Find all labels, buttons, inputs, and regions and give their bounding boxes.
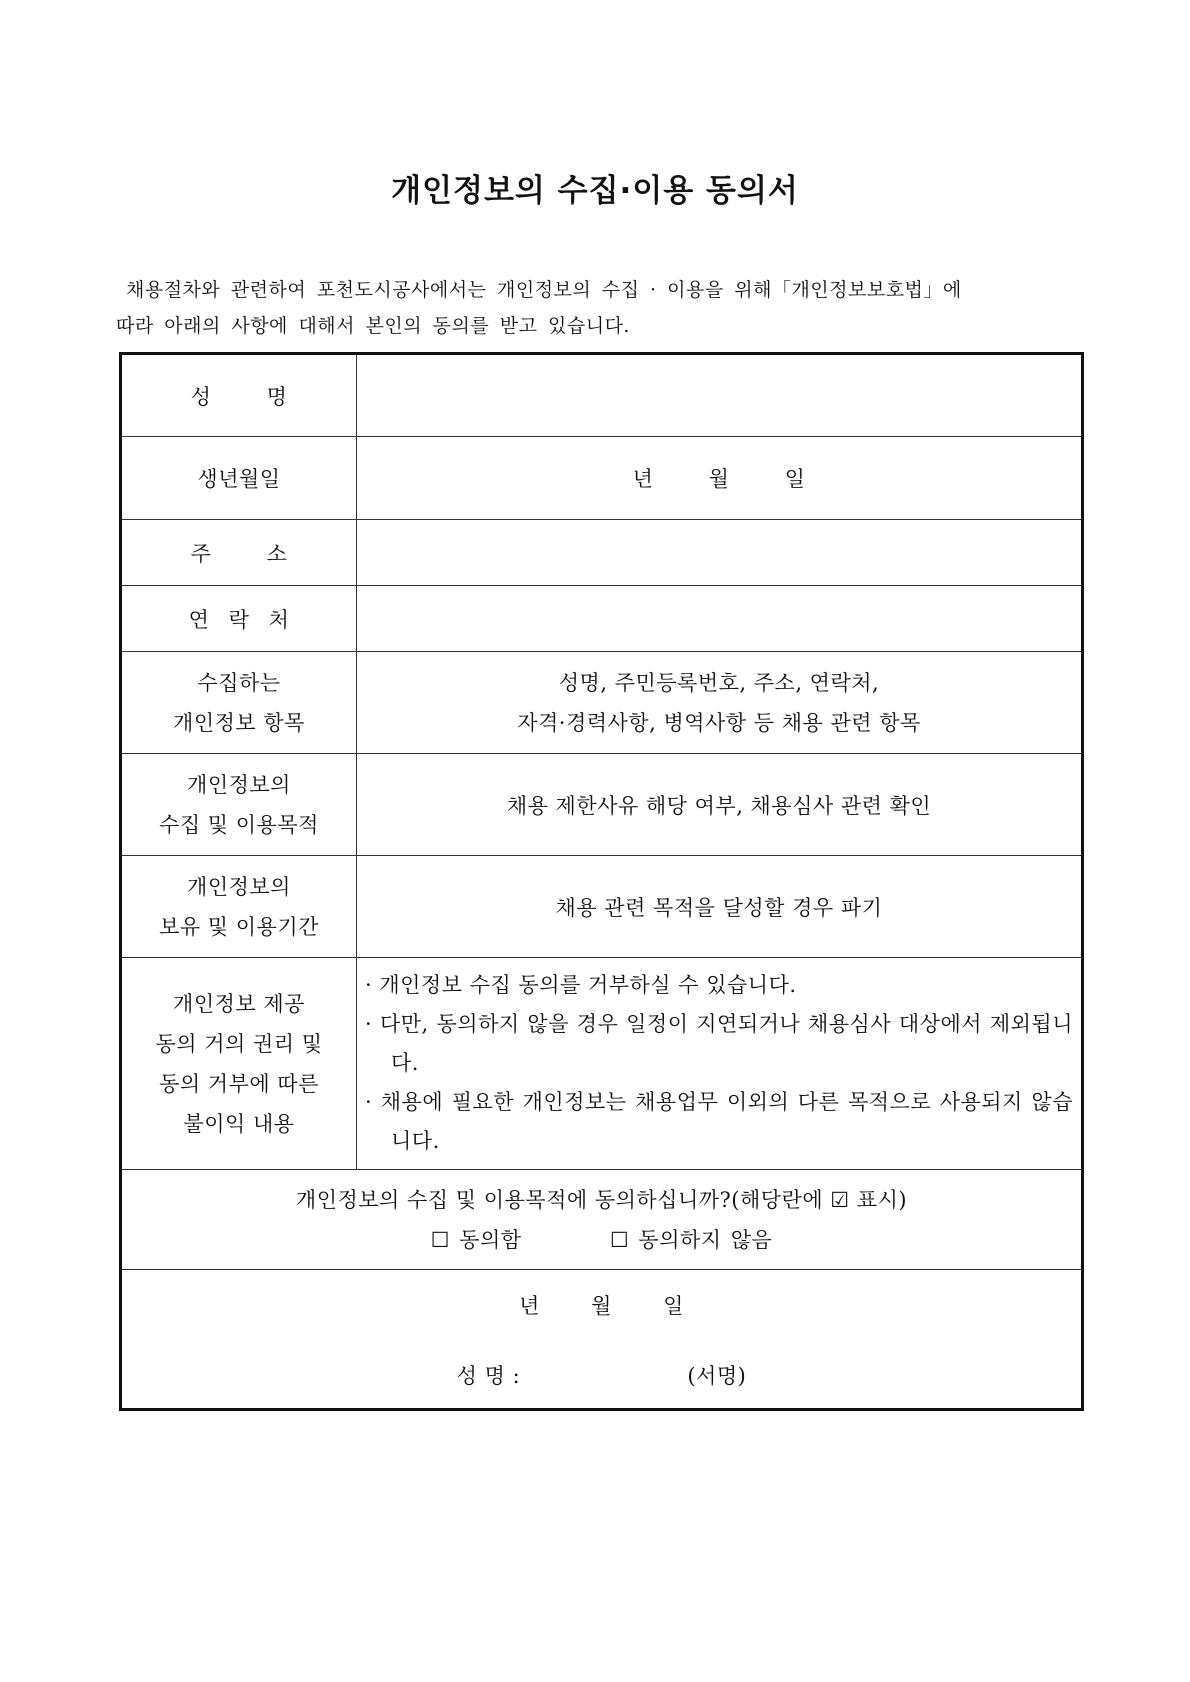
row-birth: [121, 437, 1083, 520]
row-rights: [121, 958, 1083, 1170]
label-contact: 연 락 처: [121, 586, 357, 652]
field-name[interactable]: [357, 354, 1083, 437]
signature-name-label: 성 명 :: [456, 1364, 521, 1388]
row-address: [121, 520, 1083, 586]
row-purpose: [121, 754, 1083, 856]
value-collected-items: 성명, 주민등록번호, 주소, 연락처, 자격·경력사항, 병역사항 등 채용 관련 항목: [357, 652, 1083, 754]
label-purpose: 개인정보의 수집 및 이용목적: [121, 754, 357, 856]
field-contact[interactable]: [357, 586, 1083, 652]
row-contact: [121, 586, 1083, 652]
label-rights: 개인정보 제공 동의 거의 권리 및 동의 거부에 따른 불이익 내용: [121, 958, 357, 1170]
label-address: 주 소: [121, 520, 357, 586]
page-title: 개인정보의 수집·이용 동의서: [391, 173, 799, 209]
row-retention: [121, 856, 1083, 958]
label-birth: 생년월일: [121, 437, 357, 520]
signature-line: [122, 1360, 1081, 1390]
agree-label: 동의함: [459, 1227, 522, 1252]
field-birth[interactable]: 년 월 일: [357, 437, 1083, 520]
field-address[interactable]: [357, 520, 1083, 586]
row-collected-items: [121, 652, 1083, 754]
row-signature: [121, 1270, 1083, 1410]
label-name: 성 명: [121, 354, 357, 437]
signature-sign-note[interactable]: (서명): [687, 1364, 747, 1388]
rights-item-3: · 채용에 필요한 개인정보는 채용업무 이외의 다른 목적으로 사용되지 않습니다.: [365, 1090, 1073, 1153]
label-retention: 개인정보의 보유 및 이용기간: [121, 856, 357, 958]
consent-cell: [121, 1170, 1083, 1270]
rights-item-1: · 개인정보 수집 동의를 거부하실 수 있습니다.: [365, 973, 797, 997]
value-purpose: 채용 제한사유 해당 여부, 채용심사 관련 확인: [357, 754, 1083, 856]
label-collected-items: 수집하는 개인정보 항목: [121, 652, 357, 754]
value-rights: [357, 958, 1083, 1170]
intro-line-1: 채용절차와 관련하여 포천도시공사에서는 개인정보의 수집 · 이용을 위해「개인정보보호법」에: [126, 279, 962, 301]
row-consent: [121, 1170, 1083, 1270]
row-name: [121, 354, 1083, 437]
signature-date[interactable]: 년 월 일: [519, 1294, 684, 1318]
intro-paragraph: [116, 272, 1084, 344]
signature-cell: [121, 1270, 1083, 1410]
rights-item-2: · 다만, 동의하지 않을 경우 일정이 지연되거나 채용심사 대상에서 제외됩니다.: [365, 1012, 1073, 1075]
consent-options: [122, 1220, 1081, 1260]
disagree-checkbox[interactable]: ☐: [609, 1227, 630, 1252]
agree-checkbox[interactable]: ☐: [430, 1227, 450, 1252]
intro-line-2: 따라 아래의 사항에 대해서 본인의 동의를 받고 있습니다.: [116, 315, 630, 337]
consent-form-table: [119, 352, 1084, 1411]
consent-question: 개인정보의 수집 및 이용목적에 동의하십니까?(해당란에 ☑ 표시): [295, 1187, 908, 1212]
value-retention: 채용 관련 목적을 달성할 경우 파기: [357, 856, 1083, 958]
disagree-label: 동의하지 않음: [638, 1227, 773, 1252]
